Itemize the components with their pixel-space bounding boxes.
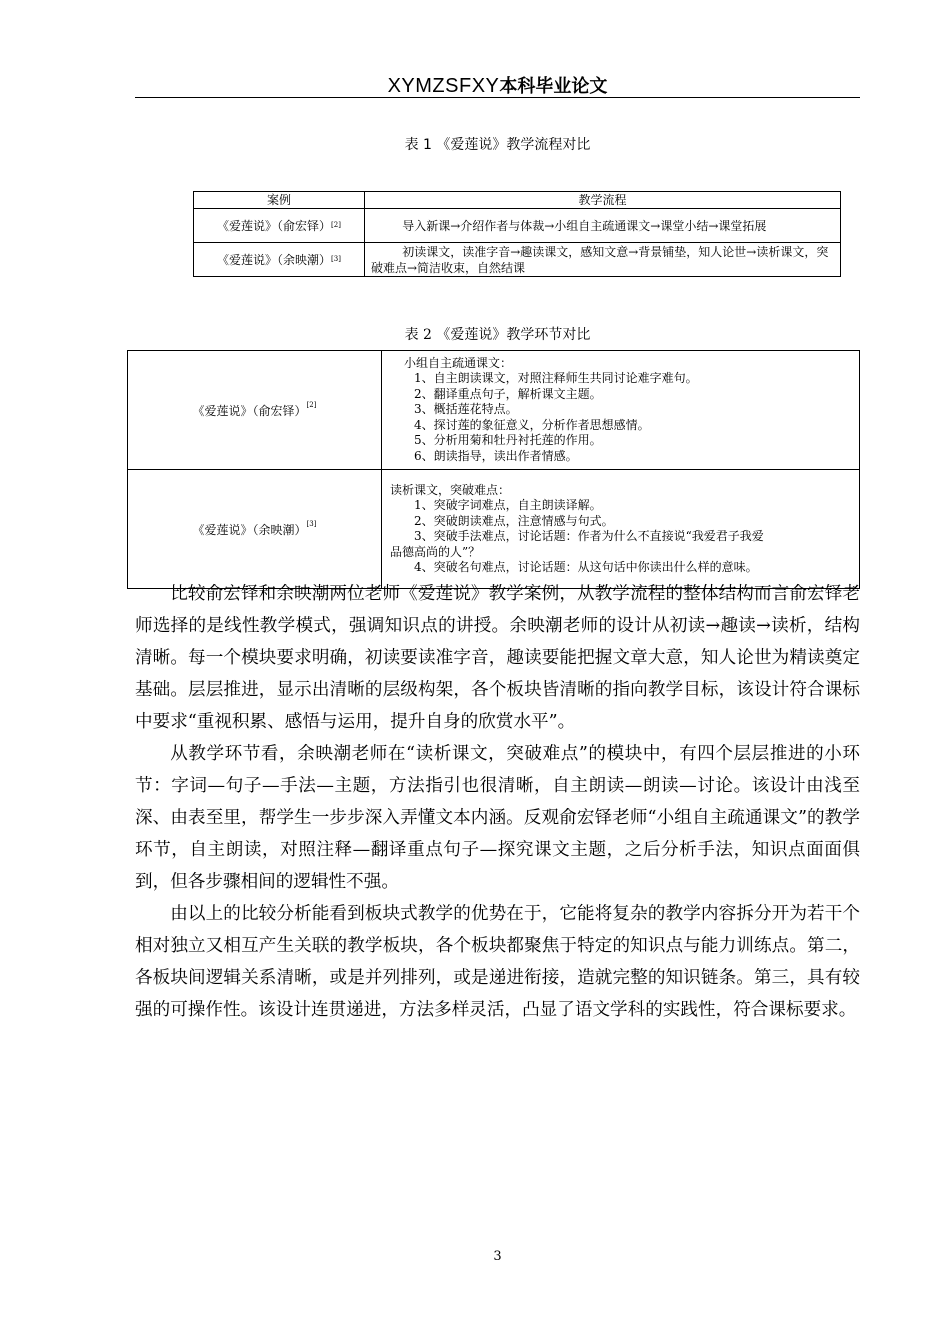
paragraph: 比较俞宏铎和余映潮两位老师《爱莲说》教学案例，从教学流程的整体结构而言俞宏铎老师选择的是线性教学模式，强调知识点的讲授。余映潮老师的设计从初读→趣读→读析，结构清晰。每一个模块要求明确，初读要读准字音，趣读要能把握文章大意，知人论世为精读奠定基础。层层推进，显示出清晰的层级构架，各个板块皆清晰的指向教学目标，该设计符合课标中要求“重视积累、感悟与运用，提升自身的欣赏水平”。 — [135, 584, 860, 732]
teaching-steps-table — [127, 350, 860, 589]
header-rule — [135, 97, 860, 98]
page-number: 3 — [493, 1249, 502, 1264]
citation-ref: [3] — [306, 519, 317, 528]
case-name: 《爱莲说》（余映潮） — [217, 252, 332, 267]
body-text — [135, 578, 860, 1026]
table-header-row — [194, 192, 841, 209]
flow-cell: 初读课文，读准字音→趣读课文，感知文意→背景铺垫，知人论世→读析课文，突破难点→简洁收束，自然结课 — [365, 243, 841, 277]
table-row — [128, 351, 860, 470]
table-row — [194, 243, 841, 277]
table-row — [128, 470, 860, 589]
header-title: 本科毕业论文 — [499, 76, 608, 97]
paragraph: 由以上的比较分析能看到板块式教学的优势在于，它能将复杂的教学内容拆分开为若干个相对独立又相互产生关联的教学板块，各个板块都聚焦于特定的知识点与能力训练点。第二，各板块间逻辑关系清晰，或是并列排列，或是递进衔接，造就完整的知识链条。第三，具有较强的可操作性。该设计连贯递进，方法多样灵活，凸显了语文学科的实践性，符合课标要求。 — [135, 904, 860, 1020]
flow-cell: 导入新课→介绍作者与体裁→小组自主疏通课文→课堂小结→课堂拓展 — [365, 209, 841, 243]
case-name: 《爱莲说》（余映潮） — [192, 522, 307, 537]
list-item: 5、分析用菊和牡丹衬托莲的作用。 — [414, 433, 602, 448]
list-item: 4、突破名句难点，讨论话题：从这句话中你读出什么样的意味。 — [414, 560, 758, 574]
header-latin: XYMZSFXY — [387, 75, 500, 97]
page-header — [135, 72, 860, 100]
case-name: 《爱莲说》（俞宏铎） — [192, 403, 307, 418]
table1-caption: 表 1 《爱莲说》教学流程对比 — [404, 137, 591, 153]
list-item: 1、自主朗读课文，对照注释师生共同讨论难字难句。 — [414, 371, 698, 386]
case-cell — [194, 209, 365, 243]
list-item: 3、突破手法难点，讨论话题：作者为什么不直接说“我爱君子我爱 — [414, 529, 764, 543]
table2-caption: 表 2 《爱莲说》教学环节对比 — [404, 327, 591, 343]
paragraph: 从教学环节看，余映潮老师在“读析课文，突破难点”的模块中，有四个层层推进的小环节：字词—句子—手法—主题，方法指引也很清晰，自主朗读—朗读—讨论。该设计由浅至深、由表至里，帮学生一步步深入弄懂文本内涵。反观俞宏铎老师“小组自主疏通课文”的教学环节，自主朗读，对照注释—翻译重点句子—探究课文主题，之后分析手法，知识点面面俱到，但各步骤相间的逻辑性不强。 — [135, 744, 860, 892]
citation-ref: [2] — [331, 220, 341, 229]
case-cell — [128, 351, 382, 470]
citation-ref: [2] — [306, 400, 317, 409]
citation-ref: [3] — [331, 254, 341, 263]
list-item: 3、概括莲花特点。 — [414, 402, 518, 417]
steps-cell — [382, 351, 860, 470]
column-header-case: 案例 — [194, 192, 365, 209]
table-row — [194, 209, 841, 243]
steps-title: 小组自主疏通课文： — [404, 355, 513, 370]
list-item: 品德高尚的人”？ — [390, 544, 481, 559]
column-header-flow: 教学流程 — [365, 192, 841, 209]
list-item: 2、突破朗读难点，注意情感与句式。 — [414, 513, 614, 528]
case-name: 《爱莲说》（俞宏铎） — [217, 218, 332, 233]
steps-cell — [382, 470, 860, 589]
steps-title: 读析课文，突破难点： — [390, 482, 511, 497]
list-item: 4、探讨莲的象征意义，分析作者思想感情。 — [414, 417, 650, 432]
case-cell — [128, 470, 382, 589]
list-item: 6、朗读指导，读出作者情感。 — [414, 448, 578, 463]
case-cell — [194, 243, 365, 277]
list-item: 2、翻译重点句子，解析课文主题。 — [414, 386, 602, 401]
teaching-flow-table — [193, 191, 841, 277]
list-item: 1、突破字词难点，自主朗读译解。 — [414, 498, 602, 512]
